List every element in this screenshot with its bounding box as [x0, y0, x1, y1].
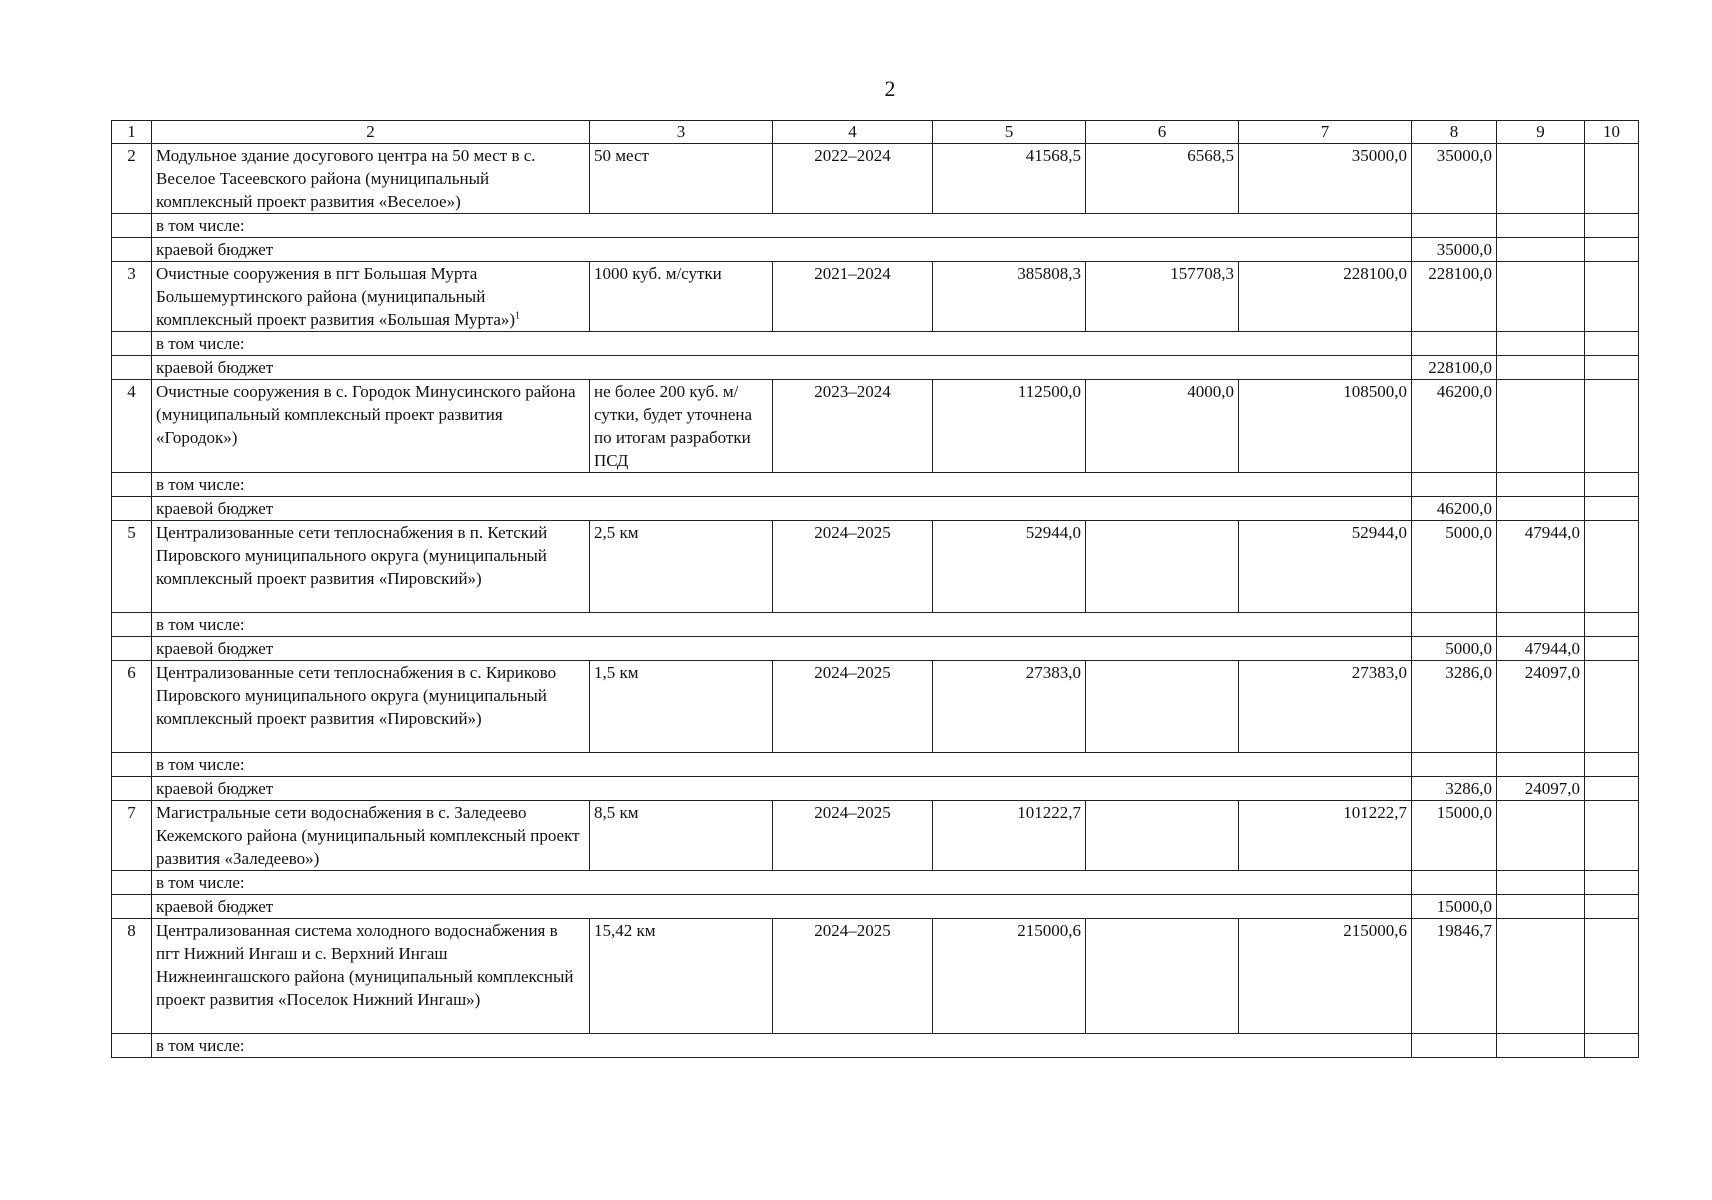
row-number-text: 8 [127, 921, 136, 940]
cell-value-6-text: 157708,3 [1170, 264, 1234, 283]
table-row [112, 144, 1639, 214]
regional-budget-row [112, 777, 1639, 801]
budget-value-10 [1585, 895, 1639, 919]
including-row [112, 871, 1639, 895]
row-number [112, 380, 152, 473]
period [773, 661, 933, 753]
row-number [112, 262, 152, 332]
object-name-text: Очистные сооружения в с. Городок Минусинского района (муниципальный комплексный проект развития «Городок») [156, 382, 576, 447]
empty-cell [1585, 613, 1639, 637]
capacity-text: 15,42 км [594, 921, 656, 940]
cell-value-7-text: 108500,0 [1343, 382, 1407, 401]
object-name [152, 521, 590, 613]
budget-value-8: 15000,0 [1412, 895, 1497, 919]
object-name [152, 380, 590, 473]
cell-value-8 [1412, 380, 1497, 473]
cell-value-7 [1239, 144, 1412, 214]
period [773, 521, 933, 613]
regional-budget-row [112, 238, 1639, 262]
empty-cell [1412, 214, 1497, 238]
budget-value-9 [1497, 356, 1585, 380]
including-row [112, 332, 1639, 356]
capacity [590, 801, 773, 871]
cell-value-8-text: 15000,0 [1436, 803, 1492, 822]
empty-cell [1412, 332, 1497, 356]
budget-value-10 [1585, 356, 1639, 380]
cell-value-6 [1086, 801, 1239, 871]
object-name [152, 144, 590, 214]
row-number [112, 801, 152, 871]
table-row [112, 661, 1639, 753]
cell-value-5-text: 112500,0 [1017, 382, 1081, 401]
empty-cell [112, 356, 152, 380]
object-name [152, 801, 590, 871]
empty-cell [112, 473, 152, 497]
cell-value-5-text: 41568,5 [1025, 146, 1081, 165]
empty-cell [1412, 613, 1497, 637]
empty-cell [1497, 473, 1585, 497]
empty-cell [1497, 613, 1585, 637]
empty-cell [1585, 473, 1639, 497]
cell-value-7-text: 35000,0 [1351, 146, 1407, 165]
including-label: в том числе: [152, 214, 1412, 238]
cell-value-6 [1086, 262, 1239, 332]
empty-cell [112, 895, 152, 919]
cell-value-9 [1497, 919, 1585, 1034]
capacity-text: 1000 куб. м/сутки [594, 264, 722, 283]
table-row [112, 262, 1639, 332]
row-number [112, 144, 152, 214]
period [773, 919, 933, 1034]
cell-value-7 [1239, 801, 1412, 871]
row-number-text: 3 [127, 264, 136, 283]
column-header: 6 [1086, 121, 1239, 144]
capacity-text: 1,5 км [594, 663, 639, 682]
including-label: в том числе: [152, 871, 1412, 895]
cell-value-8 [1412, 661, 1497, 753]
including-row [112, 753, 1639, 777]
cell-value-7-text: 101222,7 [1343, 803, 1407, 822]
empty-cell [1585, 871, 1639, 895]
cell-value-5-text: 27383,0 [1025, 663, 1081, 682]
regional-budget-row [112, 356, 1639, 380]
budget-value-8: 3286,0 [1412, 777, 1497, 801]
cell-value-7-text: 215000,6 [1343, 921, 1407, 940]
regional-budget-row [112, 895, 1639, 919]
cell-value-9-text: 47944,0 [1524, 523, 1580, 542]
cell-value-7 [1239, 661, 1412, 753]
column-header: 4 [773, 121, 933, 144]
cell-value-8-text: 5000,0 [1445, 523, 1492, 542]
capacity [590, 661, 773, 753]
regional-budget-label: краевой бюджет [152, 238, 1412, 262]
budget-value-9 [1497, 895, 1585, 919]
regional-budget-row [112, 497, 1639, 521]
cell-value-9 [1497, 521, 1585, 613]
capacity [590, 262, 773, 332]
capacity-text: 8,5 км [594, 803, 639, 822]
including-row [112, 1034, 1639, 1058]
row-number [112, 919, 152, 1034]
period [773, 801, 933, 871]
empty-cell [1585, 753, 1639, 777]
table-body [112, 144, 1639, 1058]
empty-cell [1497, 214, 1585, 238]
period-text: 2024–2025 [814, 663, 891, 682]
regional-budget-label: краевой бюджет [152, 356, 1412, 380]
regional-budget-label: краевой бюджет [152, 497, 1412, 521]
empty-cell [112, 497, 152, 521]
cell-value-8 [1412, 262, 1497, 332]
cell-value-10 [1585, 801, 1639, 871]
row-number [112, 661, 152, 753]
cell-value-6 [1086, 380, 1239, 473]
cell-value-9 [1497, 144, 1585, 214]
cell-value-8-text: 228100,0 [1428, 264, 1492, 283]
budget-value-8: 35000,0 [1412, 238, 1497, 262]
row-number [112, 521, 152, 613]
object-name [152, 919, 590, 1034]
cell-value-6 [1086, 521, 1239, 613]
empty-cell [112, 613, 152, 637]
empty-cell [1412, 473, 1497, 497]
column-header: 7 [1239, 121, 1412, 144]
table-row [112, 380, 1639, 473]
budget-value-8: 5000,0 [1412, 637, 1497, 661]
including-label: в том числе: [152, 473, 1412, 497]
cell-value-5 [933, 521, 1086, 613]
capacity [590, 380, 773, 473]
column-header: 2 [152, 121, 590, 144]
cell-value-7 [1239, 262, 1412, 332]
object-name-text: Магистральные сети водоснабжения в с. Заледеево Кежемского района (муниципальный комплексный проект развития «Заледеево») [156, 803, 580, 868]
empty-cell [1585, 214, 1639, 238]
cell-value-6-text: 6568,5 [1187, 146, 1234, 165]
cell-value-5-text: 215000,6 [1017, 921, 1081, 940]
column-header: 8 [1412, 121, 1497, 144]
cell-value-9-text: 24097,0 [1524, 663, 1580, 682]
cell-value-10 [1585, 919, 1639, 1034]
empty-cell [1585, 332, 1639, 356]
cell-value-6 [1086, 144, 1239, 214]
empty-cell [112, 871, 152, 895]
row-number-text: 6 [127, 663, 136, 682]
period-text: 2024–2025 [814, 803, 891, 822]
budget-value-9: 47944,0 [1497, 637, 1585, 661]
column-header: 1 [112, 121, 152, 144]
budget-value-10 [1585, 497, 1639, 521]
cell-value-8-text: 19846,7 [1436, 921, 1492, 940]
cell-value-9 [1497, 380, 1585, 473]
cell-value-5-text: 52944,0 [1025, 523, 1081, 542]
cell-value-5 [933, 801, 1086, 871]
capacity [590, 144, 773, 214]
row-number-text: 7 [127, 803, 136, 822]
regional-budget-row [112, 637, 1639, 661]
cell-value-10 [1585, 661, 1639, 753]
cell-value-8 [1412, 919, 1497, 1034]
budget-value-10 [1585, 238, 1639, 262]
page-number: 2 [884, 76, 896, 101]
period-text: 2023–2024 [814, 382, 891, 401]
budget-value-10 [1585, 637, 1639, 661]
regional-budget-label: краевой бюджет [152, 895, 1412, 919]
investment-table [111, 120, 1639, 1058]
empty-cell [1412, 753, 1497, 777]
object-name-text: Очистные сооружения в пгт Большая Мурта Большемуртинского района (муниципальный комплексный проект развития «Большая Мурта») [156, 264, 516, 329]
cell-value-7 [1239, 919, 1412, 1034]
cell-value-8 [1412, 521, 1497, 613]
column-header: 5 [933, 121, 1086, 144]
cell-value-8 [1412, 144, 1497, 214]
period [773, 262, 933, 332]
cell-value-8-text: 35000,0 [1436, 146, 1492, 165]
empty-cell [1412, 871, 1497, 895]
object-name-text: Модульное здание досугового центра на 50 мест в с. Веселое Тасеевского района (муниципальный комплексный проект развития «Веселое») [156, 146, 536, 211]
including-row [112, 214, 1639, 238]
cell-value-7 [1239, 521, 1412, 613]
object-name-text: Централизованные сети теплоснабжения в с. Кириково Пировского муниципального округа (муниципальный комплексный проект развития «Пировский») [156, 663, 557, 728]
object-name-text: Централизованные сети теплоснабжения в п. Кетский Пировского муниципального округа (муниципальный комплексный проект развития «Пировский») [156, 523, 548, 588]
period-text: 2022–2024 [814, 146, 891, 165]
cell-value-8-text: 46200,0 [1436, 382, 1492, 401]
empty-cell [112, 238, 152, 262]
capacity-text: 2,5 км [594, 523, 639, 542]
table-row [112, 919, 1639, 1034]
empty-cell [1497, 753, 1585, 777]
cell-value-9 [1497, 262, 1585, 332]
regional-budget-label: краевой бюджет [152, 637, 1412, 661]
cell-value-10 [1585, 262, 1639, 332]
table-row [112, 521, 1639, 613]
budget-value-9: 24097,0 [1497, 777, 1585, 801]
capacity [590, 919, 773, 1034]
including-label: в том числе: [152, 332, 1412, 356]
period [773, 380, 933, 473]
empty-cell [1585, 1034, 1639, 1058]
cell-value-7-text: 27383,0 [1351, 663, 1407, 682]
including-row [112, 473, 1639, 497]
row-number-text: 2 [127, 146, 136, 165]
capacity [590, 521, 773, 613]
cell-value-6 [1086, 919, 1239, 1034]
budget-value-9 [1497, 238, 1585, 262]
empty-cell [112, 753, 152, 777]
cell-value-5 [933, 661, 1086, 753]
cell-value-5 [933, 262, 1086, 332]
budget-value-9 [1497, 497, 1585, 521]
cell-value-7-text: 52944,0 [1351, 523, 1407, 542]
period [773, 144, 933, 214]
cell-value-9 [1497, 661, 1585, 753]
cell-value-8-text: 3286,0 [1445, 663, 1492, 682]
empty-cell [1497, 1034, 1585, 1058]
column-header: 10 [1585, 121, 1639, 144]
empty-cell [112, 1034, 152, 1058]
column-header: 3 [590, 121, 773, 144]
object-name-text: Централизованная система холодного водоснабжения в пгт Нижний Ингаш и с. Верхний Ингаш Нижнеингашского района (муниципальный комплексный проект развития «Поселок Нижний Ингаш») [156, 921, 574, 1009]
empty-cell [112, 214, 152, 238]
empty-cell [112, 332, 152, 356]
row-number-text: 5 [127, 523, 136, 542]
cell-value-7-text: 228100,0 [1343, 264, 1407, 283]
row-number-text: 4 [127, 382, 136, 401]
cell-value-5 [933, 919, 1086, 1034]
including-label: в том числе: [152, 753, 1412, 777]
empty-cell [1497, 332, 1585, 356]
budget-value-8: 46200,0 [1412, 497, 1497, 521]
cell-value-8 [1412, 801, 1497, 871]
including-row [112, 613, 1639, 637]
cell-value-10 [1585, 521, 1639, 613]
cell-value-6 [1086, 661, 1239, 753]
period-text: 2024–2025 [814, 921, 891, 940]
capacity-text: не более 200 куб. м/сутки, будет уточнена по итогам разработки ПСД [594, 382, 753, 470]
object-name [152, 262, 590, 332]
table-row [112, 801, 1639, 871]
footnote-mark: 1 [515, 310, 521, 322]
capacity-text: 50 мест [594, 146, 649, 165]
empty-cell [1412, 1034, 1497, 1058]
cell-value-7 [1239, 380, 1412, 473]
column-header: 9 [1497, 121, 1585, 144]
cell-value-9 [1497, 801, 1585, 871]
empty-cell [1497, 871, 1585, 895]
cell-value-10 [1585, 144, 1639, 214]
column-number-row [112, 121, 1639, 144]
period-text: 2024–2025 [814, 523, 891, 542]
cell-value-10 [1585, 380, 1639, 473]
cell-value-5 [933, 380, 1086, 473]
budget-value-10 [1585, 777, 1639, 801]
cell-value-5 [933, 144, 1086, 214]
object-name [152, 661, 590, 753]
cell-value-6-text: 4000,0 [1187, 382, 1234, 401]
including-label: в том числе: [152, 1034, 1412, 1058]
cell-value-5-text: 101222,7 [1017, 803, 1081, 822]
regional-budget-label: краевой бюджет [152, 777, 1412, 801]
empty-cell [112, 777, 152, 801]
including-label: в том числе: [152, 613, 1412, 637]
budget-value-8: 228100,0 [1412, 356, 1497, 380]
cell-value-5-text: 385808,3 [1017, 264, 1081, 283]
empty-cell [112, 637, 152, 661]
period-text: 2021–2024 [814, 264, 891, 283]
